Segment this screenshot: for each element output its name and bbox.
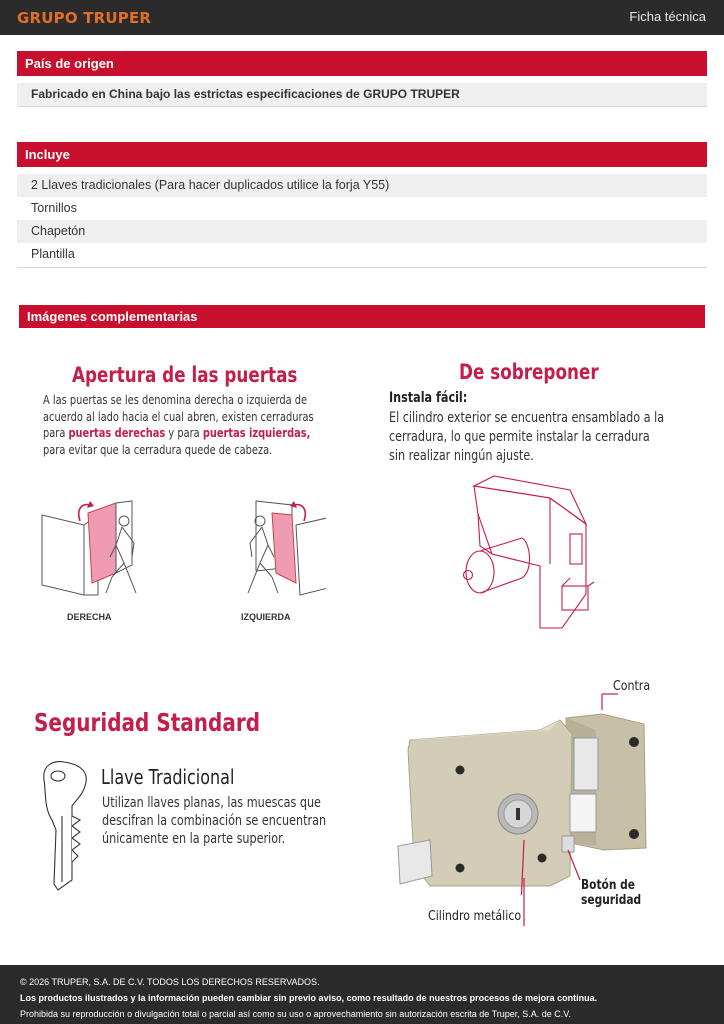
key-text	[102, 794, 326, 848]
highlight-right: puertas derechas	[68, 426, 166, 440]
divider	[17, 267, 707, 268]
doc-type-label: Ficha técnica	[629, 9, 706, 24]
footer-copyright: © 2026 TRUPER, S.A. DE C.V. TODOS LOS DERECHOS RESERVADOS.	[20, 977, 320, 987]
origin-value: Fabricado en China bajo las estrictas especificaciones de GRUPO TRUPER	[17, 83, 707, 106]
footer	[0, 965, 724, 1024]
apertura-text	[43, 392, 314, 458]
sobreponer-line: cerradura, lo que permite instalar la cerradura	[389, 429, 650, 445]
key-icon	[38, 760, 90, 894]
footer-prohibition: Prohibida su reproducción o divulgación total o parcial así como su uso o aprovechamiento sin autorización escrita de Truper, S.A. de C.V.	[20, 1009, 571, 1019]
lock-outline-icon	[450, 474, 600, 632]
sobreponer-line: sin realizar ningún ajuste.	[389, 448, 534, 464]
key-line: descifran la combinación se encuentran	[102, 813, 327, 829]
key-line: Utilizan llaves planas, las muescas que	[102, 795, 321, 811]
apertura-line: acuerdo al lado hacia el cual abren, existen cerraduras	[43, 409, 314, 424]
includes-header: Incluye	[17, 142, 707, 167]
footer-disclaimer: Los productos ilustrados y la información pueden cambiar sin previo aviso, como resultado de nuestros procesos de mejora continua.	[20, 993, 598, 1003]
callout-contra: Contra	[613, 679, 651, 694]
divider	[17, 106, 707, 107]
door-left-icon	[248, 501, 326, 595]
apertura-line: A las puertas se les denomina derecha o izquierda de	[43, 393, 308, 407]
callout-boton-line: Botón de	[581, 878, 636, 893]
label-derecha: DERECHA	[67, 612, 112, 622]
images-header: Imágenes complementarias	[19, 305, 705, 328]
list-item: Tornillos	[31, 201, 77, 215]
sobreponer-line: El cilindro exterior se encuentra ensamblado a la	[389, 410, 665, 426]
apertura-title: Apertura de las puertas	[72, 363, 298, 387]
doors-illustration	[36, 495, 326, 610]
callout-boton-line: seguridad	[581, 893, 642, 908]
apertura-line: para evitar que la cerradura quede de cabeza.	[43, 442, 273, 457]
sobreponer-text	[389, 409, 664, 466]
key-line: únicamente en la parte superior.	[102, 831, 286, 847]
seguridad-title: Seguridad Standard	[34, 708, 261, 737]
door-right-icon	[42, 501, 136, 595]
origin-header: País de origen	[17, 51, 707, 76]
highlight-left: puertas izquierdas,	[202, 426, 311, 440]
lock-product-image	[390, 690, 652, 895]
list-item: 2 Llaves tradicionales (Para hacer duplicados utilice la forja Y55)	[17, 174, 707, 197]
list-item: Chapetón	[17, 220, 707, 243]
list-item: Plantilla	[31, 247, 75, 261]
apertura-line: para puertas derechas y para puertas izquierdas,	[43, 426, 311, 440]
label-izquierda: IZQUIERDA	[241, 612, 291, 622]
sobreponer-title: De sobreponer	[459, 360, 599, 384]
top-bar	[0, 0, 724, 35]
callout-boton	[581, 878, 641, 908]
sobreponer-subtitle: Instala fácil:	[389, 390, 468, 406]
brand-logo: GRUPO TRUPER	[17, 9, 152, 27]
callout-cilindro: Cilindro metálico	[428, 909, 522, 924]
key-title: Llave Tradicional	[101, 765, 235, 789]
